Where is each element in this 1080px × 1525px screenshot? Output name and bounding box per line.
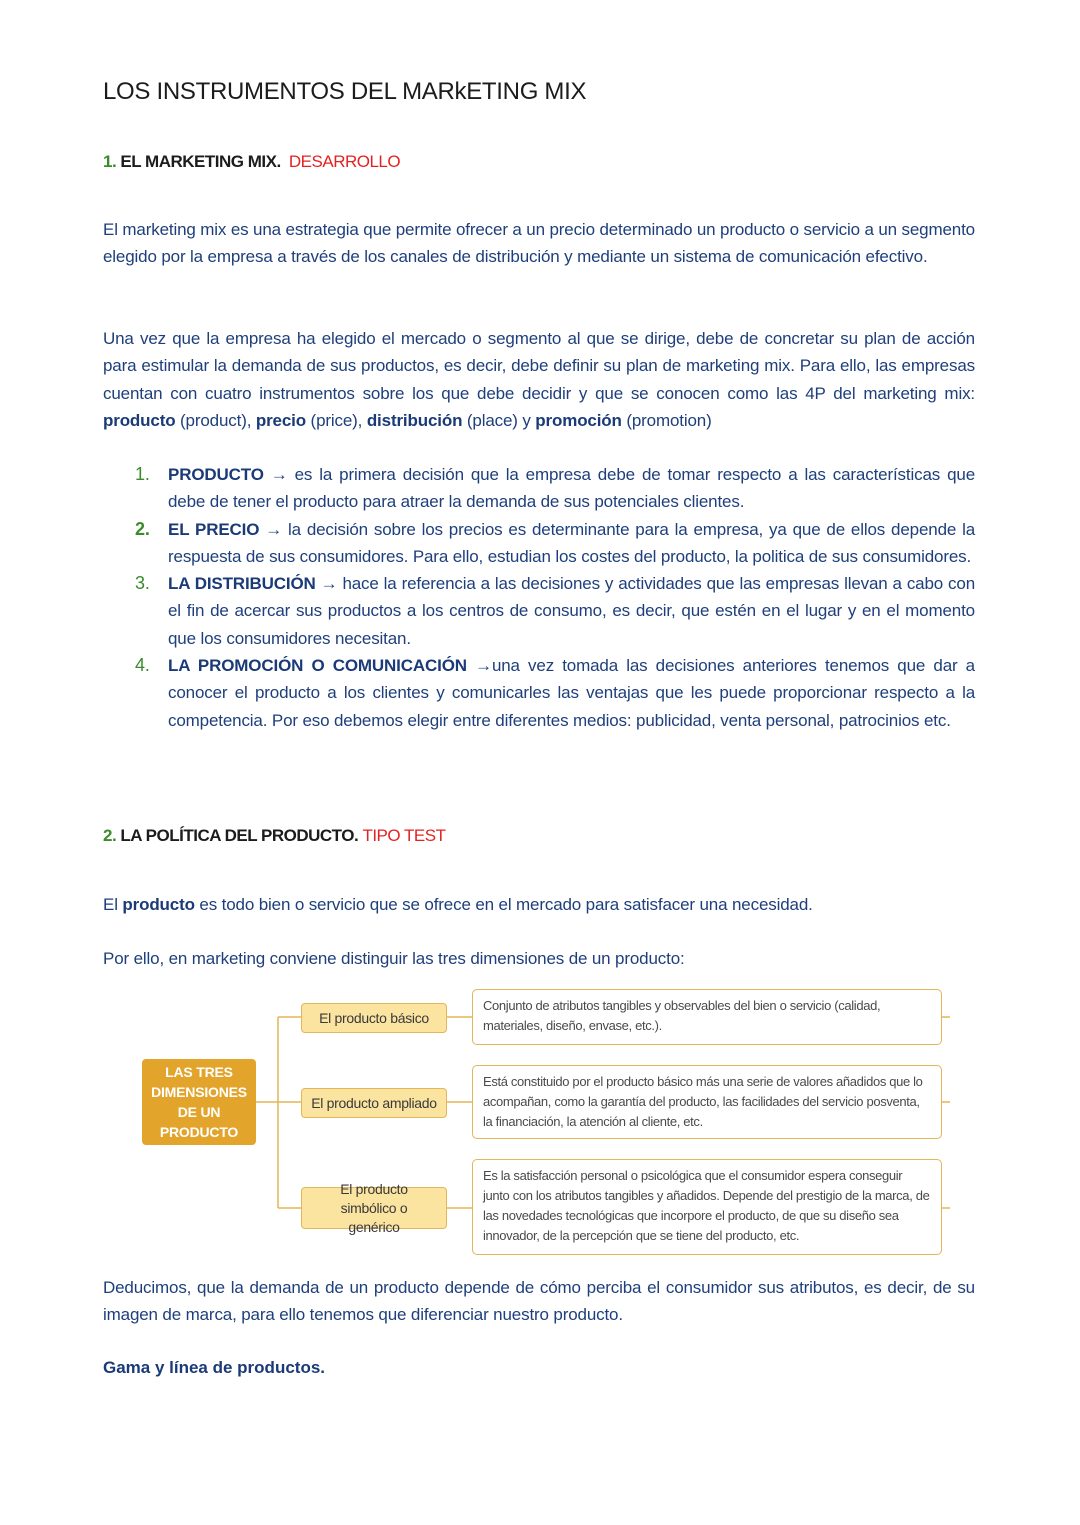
list-item-text: la decisión sobre los precios es determinante para la empresa, ya que de ellos depende la respuesta de sus consumidores. Para ello, estudian los costes del producto, la politica de sus consumidores. (168, 519, 976, 566)
list-item-text: es la primera decisión que la empresa debe de tomar respecto a las características que debe de tener el producto para atraer la demanda de sus potenciales clientes. (168, 465, 976, 512)
dimension-extended (301, 1088, 447, 1118)
list-item-term: LA DISTRIBUCIÓN (168, 574, 316, 594)
product-range-heading: Gama y línea de productos. (103, 1358, 326, 1377)
list-item-number: 4. (135, 655, 150, 676)
list-item-text: una vez tomada las decisiones anteriores tenemos que dar a conocer el producto a los clientes y comunicarles las ventajas que les puede proporcionar respecto a la competencia. Por eso debemos elegir entre diferentes medios: publicidad, venta personal, patrocinios etc. (168, 656, 975, 730)
four-p-intro: Una vez que la empresa ha elegido el mercado o segmento al que se dirige, debe de concretar su plan de acción para estimular la demanda de sus productos, es decir, debe definir su plan de marketing mix. Para ello, las empresas cuentan con cuatro instrumentos sobre los que debe decidir y que se conocen como las 4P del marketing mix: (103, 329, 975, 403)
section-2-number: 2. (103, 826, 117, 845)
demand-conclusion: Deducimos, que la demanda de un producto depende de cómo perciba el consumidor sus atributos, es decir, de su imagen de marca, para ello tenemos que diferenciar nuestro producto. (103, 1278, 975, 1325)
four-p-promotion-en: (promotion) (621, 410, 712, 430)
list-item (103, 570, 975, 652)
section-1-number: 1. (103, 152, 117, 171)
section-2-title: LA POLÍTICA DEL PRODUCTO. (120, 826, 359, 845)
product-definition (103, 891, 975, 918)
four-p-price: precio (255, 410, 306, 430)
list-item-term: EL PRECIO (168, 519, 260, 539)
list-item-number: 2. (135, 518, 150, 539)
four-p-price-en: (price), (305, 410, 367, 430)
arrow-icon: → (263, 465, 295, 484)
dimension-symbolic-description: Es la satisfacción personal o psicológica que el consumidor espera conseguir junto con los atributos tangibles y añadidos. Depende del prestigio de la marca, de las novedades tecnológicas que incorpore el producto, de que su diseño sea innovador, de la percepción que se tiene del producto, etc. (472, 1159, 942, 1255)
section-2-heading (103, 826, 446, 846)
section-1-tag: DESARROLLO (288, 152, 401, 171)
list-item (103, 461, 975, 516)
product-def-pre: El (103, 895, 123, 914)
arrow-icon: → (259, 519, 288, 539)
list-item (103, 516, 975, 571)
four-p-product: producto (103, 410, 176, 430)
four-p-promotion: promoción (535, 410, 622, 430)
dimension-name: El producto simbólico o genérico (340, 1180, 408, 1235)
dimensions-intro: Por ello, en marketing conviene distinguir las tres dimensiones de un producto: (103, 949, 685, 968)
list-item-number: 3. (135, 573, 150, 594)
dimension-name: El producto básico (319, 1009, 429, 1026)
dimension-symbolic (301, 1180, 447, 1235)
product-def-post: es todo bien o servicio que se ofrece en el mercado para satisfacer una necesidad. (194, 895, 813, 914)
arrow-icon: → (315, 574, 343, 594)
product-def-term: producto (122, 895, 195, 914)
section-1-title: EL MARKETING MIX. (120, 152, 281, 171)
diagram-main-label: LAS TRES DIMENSIONES DE UN PRODUCTO (151, 1064, 247, 1140)
product-dimensions-diagram (140, 987, 952, 1257)
list-item-term: PRODUCTO (168, 465, 264, 484)
four-p-list (103, 461, 975, 734)
list-item (103, 652, 975, 734)
diagram-main-node (142, 1059, 256, 1145)
section-2-tag: TIPO TEST (362, 826, 446, 845)
arrow-icon: → (466, 656, 492, 676)
four-p-place: distribución (366, 410, 463, 430)
four-p-place-en: (place) y (462, 410, 536, 430)
document-title: LOS INSTRUMENTOS DEL MARkETING MIX (103, 78, 587, 105)
list-item-number: 1. (135, 464, 150, 484)
four-p-product-en: (product), (175, 410, 256, 430)
list-item-text: hace la referencia a las decisiones y actividades que las empresas llevan a cabo con el fin de acercar sus productos a los centros de consumo, es decir, que estén en el lugar y en el momento que los consumidores necesitan. (168, 574, 976, 648)
dimension-name: El producto ampliado (311, 1094, 437, 1111)
list-item-term: LA PROMOCIÓN O COMUNICACIÓN (168, 656, 467, 676)
marketing-mix-definition: El marketing mix es una estrategia que permite ofrecer a un precio determinado un producto o servicio a un segmento elegido por la empresa a través de los canales de distribución y mediante un sistema de comunicación efectivo. (103, 220, 975, 267)
four-p-paragraph (103, 325, 975, 434)
dimension-basic (301, 1003, 447, 1033)
section-1-heading (103, 152, 400, 172)
dimension-extended-description: Está constituido por el producto básico más una serie de valores añadidos que lo acompañan, como la garantía del producto, las facilidades del servicio posventa, la financiación, la atención al cliente, etc. (472, 1065, 942, 1139)
dimension-basic-description: Conjunto de atributos tangibles y observables del bien o servicio (calidad, materiales, diseño, envase, etc.). (472, 989, 942, 1045)
